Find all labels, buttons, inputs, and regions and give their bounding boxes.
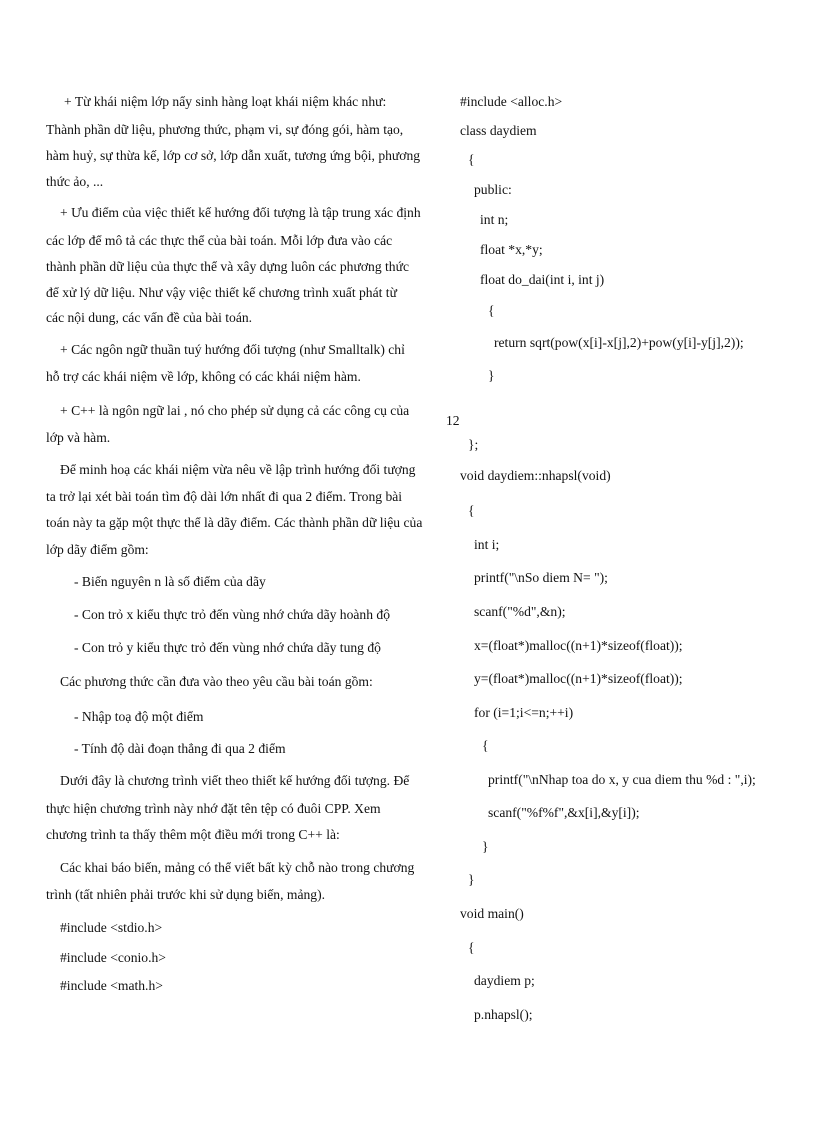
code-line: int n; — [480, 212, 509, 227]
text-line: - Biến nguyên n là số điểm của dãy — [74, 574, 266, 589]
text-line: Dưới đây là chương trình viết theo thiết kế hướng đối tượng. Để — [60, 773, 410, 788]
text-line: lớp và hàm. — [46, 430, 111, 445]
text-line: thành phần dữ liệu của thực thể và xây dựng luôn các phương thức — [46, 259, 410, 274]
text-line: Để minh hoạ các khái niệm vừa nêu về lập trình hướng đối tượng — [60, 462, 416, 477]
code-line: p.nhapsl(); — [474, 1007, 533, 1022]
text-line: lớp dãy điểm gồm: — [46, 542, 149, 557]
code-line: { — [488, 303, 495, 318]
code-line: int i; — [474, 537, 500, 552]
text-line: chương trình ta thấy thêm một điều mới trong C++ là: — [46, 827, 340, 842]
code-line: } — [482, 839, 489, 854]
code-line: #include <alloc.h> — [460, 94, 563, 109]
text-line: + C++ là ngôn ngữ lai , nó cho phép sử dụng cả các công cụ của — [60, 403, 410, 418]
text-line: hỗ trợ các khái niệm về lớp, không có các khái niệm hàm. — [46, 369, 361, 384]
code-line: x=(float*)malloc((n+1)*sizeof(float)); — [474, 638, 683, 653]
code-line: daydiem p; — [474, 973, 535, 988]
code-line: { — [468, 503, 475, 518]
text-line: hàm huỷ, sự thừa kế, lớp cơ sở, lớp dẫn xuất, tương ứng bội, phương — [46, 148, 421, 163]
code-line: } — [468, 872, 475, 887]
text-line: Thành phần dữ liệu, phương thức, phạm vi, sự đóng gói, hàm tạo, — [46, 122, 404, 137]
text-line: ta trở lại xét bài toán tìm độ dài lớn nhất đi qua 2 điểm. Trong bài — [46, 489, 403, 504]
code-line: y=(float*)malloc((n+1)*sizeof(float)); — [474, 671, 683, 686]
code-line: void daydiem::nhapsl(void) — [460, 468, 611, 483]
code-line: scanf("%d",&n); — [474, 604, 566, 619]
code-line: printf("\nSo diem N= "); — [474, 570, 608, 585]
code-line: void main() — [460, 906, 524, 921]
code-line: #include <stdio.h> — [60, 920, 163, 935]
text-line: + Ưu điểm của việc thiết kế hướng đối tượng là tập trung xác định — [60, 205, 421, 220]
code-line: #include <conio.h> — [60, 950, 166, 965]
code-line: public: — [474, 182, 512, 197]
code-line: { — [468, 152, 475, 167]
code-line: float do_dai(int i, int j) — [480, 272, 605, 287]
text-line: toán này ta gặp một thực thể là dãy điểm. Các thành phần dữ liệu của — [46, 515, 423, 530]
code-line: #include <math.h> — [60, 978, 163, 993]
code-line: { — [468, 940, 475, 955]
text-line: các nội dung, các vấn đề của bài toán. — [46, 310, 253, 325]
code-line: for (i=1;i<=n;++i) — [474, 705, 574, 720]
code-line: { — [482, 738, 489, 753]
code-line: printf("\nNhap toa do x, y cua diem thu %d : ",i); — [488, 772, 756, 787]
text-line: Các phương thức cần đưa vào theo yêu cầu bài toán gồm: — [60, 674, 373, 689]
code-line: scanf("%f%f",&x[i],&y[i]); — [488, 805, 640, 820]
code-line: }; — [468, 437, 479, 452]
text-line: Các khai báo biến, mảng có thể viết bất kỳ chỗ nào trong chương — [60, 860, 415, 875]
code-line: class daydiem — [460, 123, 537, 138]
text-line: các lớp để mô tả các thực thể của bài toán. Mỗi lớp đưa vào các — [46, 233, 393, 248]
text-line: - Nhập toạ độ một điểm — [74, 709, 204, 724]
code-line: } — [488, 368, 495, 383]
text-line: + Các ngôn ngữ thuần tuý hướng đối tượng (như Smalltalk) chỉ — [60, 342, 405, 357]
text-line: thức ảo, ... — [46, 174, 104, 189]
text-line: - Tính độ dài đoạn thẳng đi qua 2 điểm — [74, 741, 286, 756]
code-line: return sqrt(pow(x[i]-x[j],2)+pow(y[i]-y[j],2)); — [494, 335, 744, 350]
text-line: + Từ khái niệm lớp nẩy sinh hàng loạt khái niệm khác như: — [64, 94, 387, 109]
text-line: để xử lý dữ liệu. Như vậy việc thiết kế chương trình xuất phát từ — [46, 285, 397, 300]
text-line: - Con trỏ x kiểu thực trỏ đến vùng nhớ chứa dãy hoành độ — [74, 607, 391, 622]
text-line: - Con trỏ y kiểu thực trỏ đến vùng nhớ chứa dãy tung độ — [74, 640, 381, 655]
text-line: trình (tất nhiên phải trước khi sử dụng biến, mảng). — [46, 887, 326, 902]
code-line: float *x,*y; — [480, 242, 543, 257]
text-line: thực hiện chương trình này nhớ đặt tên tệp có đuôi CPP. Xem — [46, 801, 381, 816]
page-number: 12 — [446, 413, 460, 428]
